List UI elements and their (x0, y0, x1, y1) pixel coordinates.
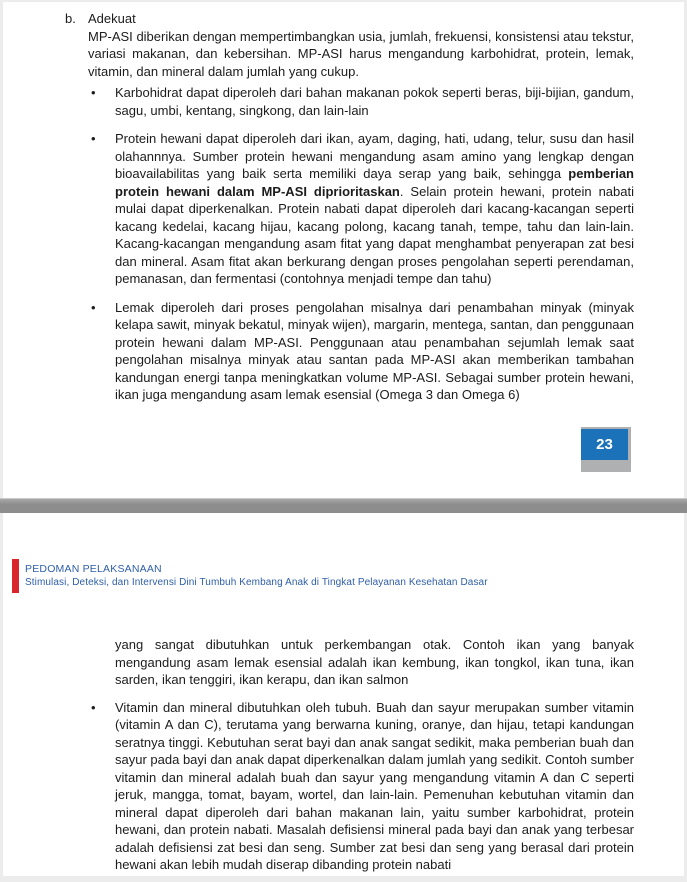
section-heading (65, 10, 634, 28)
document-header (12, 559, 684, 593)
bullet-icon: • (91, 699, 96, 715)
page2-content (3, 593, 684, 874)
bullet-text-segment: . Selain protein hewani, protein nabati mulai dapat diperkenalkan. Protein nabati dapat diperoleh dari kacang-kacangan seperti kacang kedelai, kacang hijau, kacang polong, kacang tanah, tempe, tahu dan lain-lain. Kacang-kacangan mengandung asam fitat yang dapat menghambat penyerapan zat besi dan mineral. Asam fitat akan berkurang dengan proses pengolahan seperti perendaman, pemanasan, dan fermentasi (contohnya menjadi tempe dan tahu) (115, 183, 634, 286)
section-title: Adekuat (88, 11, 136, 26)
bullet-item-lemak (88, 299, 634, 404)
continuation-paragraph: yang sangat dibutuhkan untuk perkembangan otak. Contoh ikan yang banyak mengandung asam lemak esensial adalah ikan kembung, ikan tongkol, ikan tuna, ikan sarden, ikan tenggiri, ikan kerapu, dan ikan salmon (115, 637, 634, 687)
page-number: 23 (581, 429, 628, 460)
document-page-2 (3, 513, 684, 876)
bullet-item-protein (88, 130, 634, 288)
intro-paragraph: MP-ASI diberikan dengan mempertimbangkan usia, jumlah, frekuensi, konsistensi atau tekstur, variasi makanan, dan kebersihan. MP-ASI harus mengandung karbohidrat, protein, lemak, vitamin, dan mineral dalam jumlah yang cukup. (88, 28, 634, 79)
bullet-icon: • (91, 131, 96, 146)
bullet-item-vitamin (88, 699, 634, 874)
section-label: b. (65, 11, 76, 26)
bullet-icon: • (91, 299, 96, 315)
viewer-bottom-strip (0, 876, 687, 882)
bullet-text: Vitamin dan mineral dibutuhkan oleh tubuh. Buah dan sayur merupakan sumber vitamin (vitamin A dan C), terutama yang berwarna kuning, oranye, dan hijau, tetapi kandungan seratnya tinggi. Kebutuhan serat bayi dan anak sangat sedikit, maka pemberian buah dan sayur pada bayi dan anak dapat diperkenalkan dalam jumlah yang sedikit. Contoh sumber vitamin dan mineral adalah buah dan sayur yang mengandung vitamin A dan C seperti jeruk, mangga, tomat, bayam, wortel, dan lain-lain. Pemenuhan kebutuhan vitamin dan mineral dapat diperoleh dari bahan makanan lain, yaitu sumber karbohidrat, protein hewani, dan protein nabati. Masalah defisiensi mineral pada bayi dan anak yang terbesar adalah defisiensi zat besi dan seng. Sumber zat besi dan seng yang berasal dari protein hewani akan lebih mudah diserap dibanding protein nabati (115, 699, 634, 872)
bullet-text-bold-segment: pemberian protein hewani dalam MP-ASI diprioritaskan (115, 166, 634, 199)
header-subtitle: Stimulasi, Deteksi, dan Intervensi Dini Tumbuh Kembang Anak di Tingkat Pelayanan Kesehatan Dasar (25, 577, 488, 588)
bullet-item-karbohidrat (88, 84, 634, 119)
header-title: PEDOMAN PELAKSANAAN (25, 563, 162, 575)
document-page-1 (3, 2, 684, 498)
page-number-badge (581, 427, 631, 472)
bullet-text: Lemak diperoleh dari proses pengolahan misalnya dari penambahan minyak (minyak kelapa sawit, minyak bekatul, minyak wijen), margarin, mentega, santan, dan penggunaan protein hewani dalam MP-ASI. Penggunaan atau penambahan sejumlah lemak saat pengolahan misalnya minyak atau santan pada MP-ASI akan memberikan tambahan kandungan energi tanpa meningkatkan volume MP-ASI. Sebagai sumber protein hewani, ikan juga mengandung asam lemak esensial (Omega 3 dan Omega 6) (115, 299, 634, 402)
bullet-icon: • (91, 85, 96, 100)
bullet-text (115, 130, 634, 288)
page-separator (0, 498, 687, 513)
red-bar-icon (12, 559, 19, 593)
bullet-text-segment: Protein hewani dapat diperoleh dari ikan, ayam, daging, hati, udang, telur, susu dan hasil olahannnya. Sumber protein hewani mengandung asam amino yang lengkap dengan bioavailabilitas yang baik serta memiliki daya serap yang baik, sehingga (115, 131, 634, 181)
bullet-text: Karbohidrat dapat diperoleh dari bahan makanan pokok seperti beras, biji-bijian, gandum, sagu, umbi, kentang, singkong, dan lain-lain (115, 85, 634, 118)
header-text (25, 559, 488, 593)
